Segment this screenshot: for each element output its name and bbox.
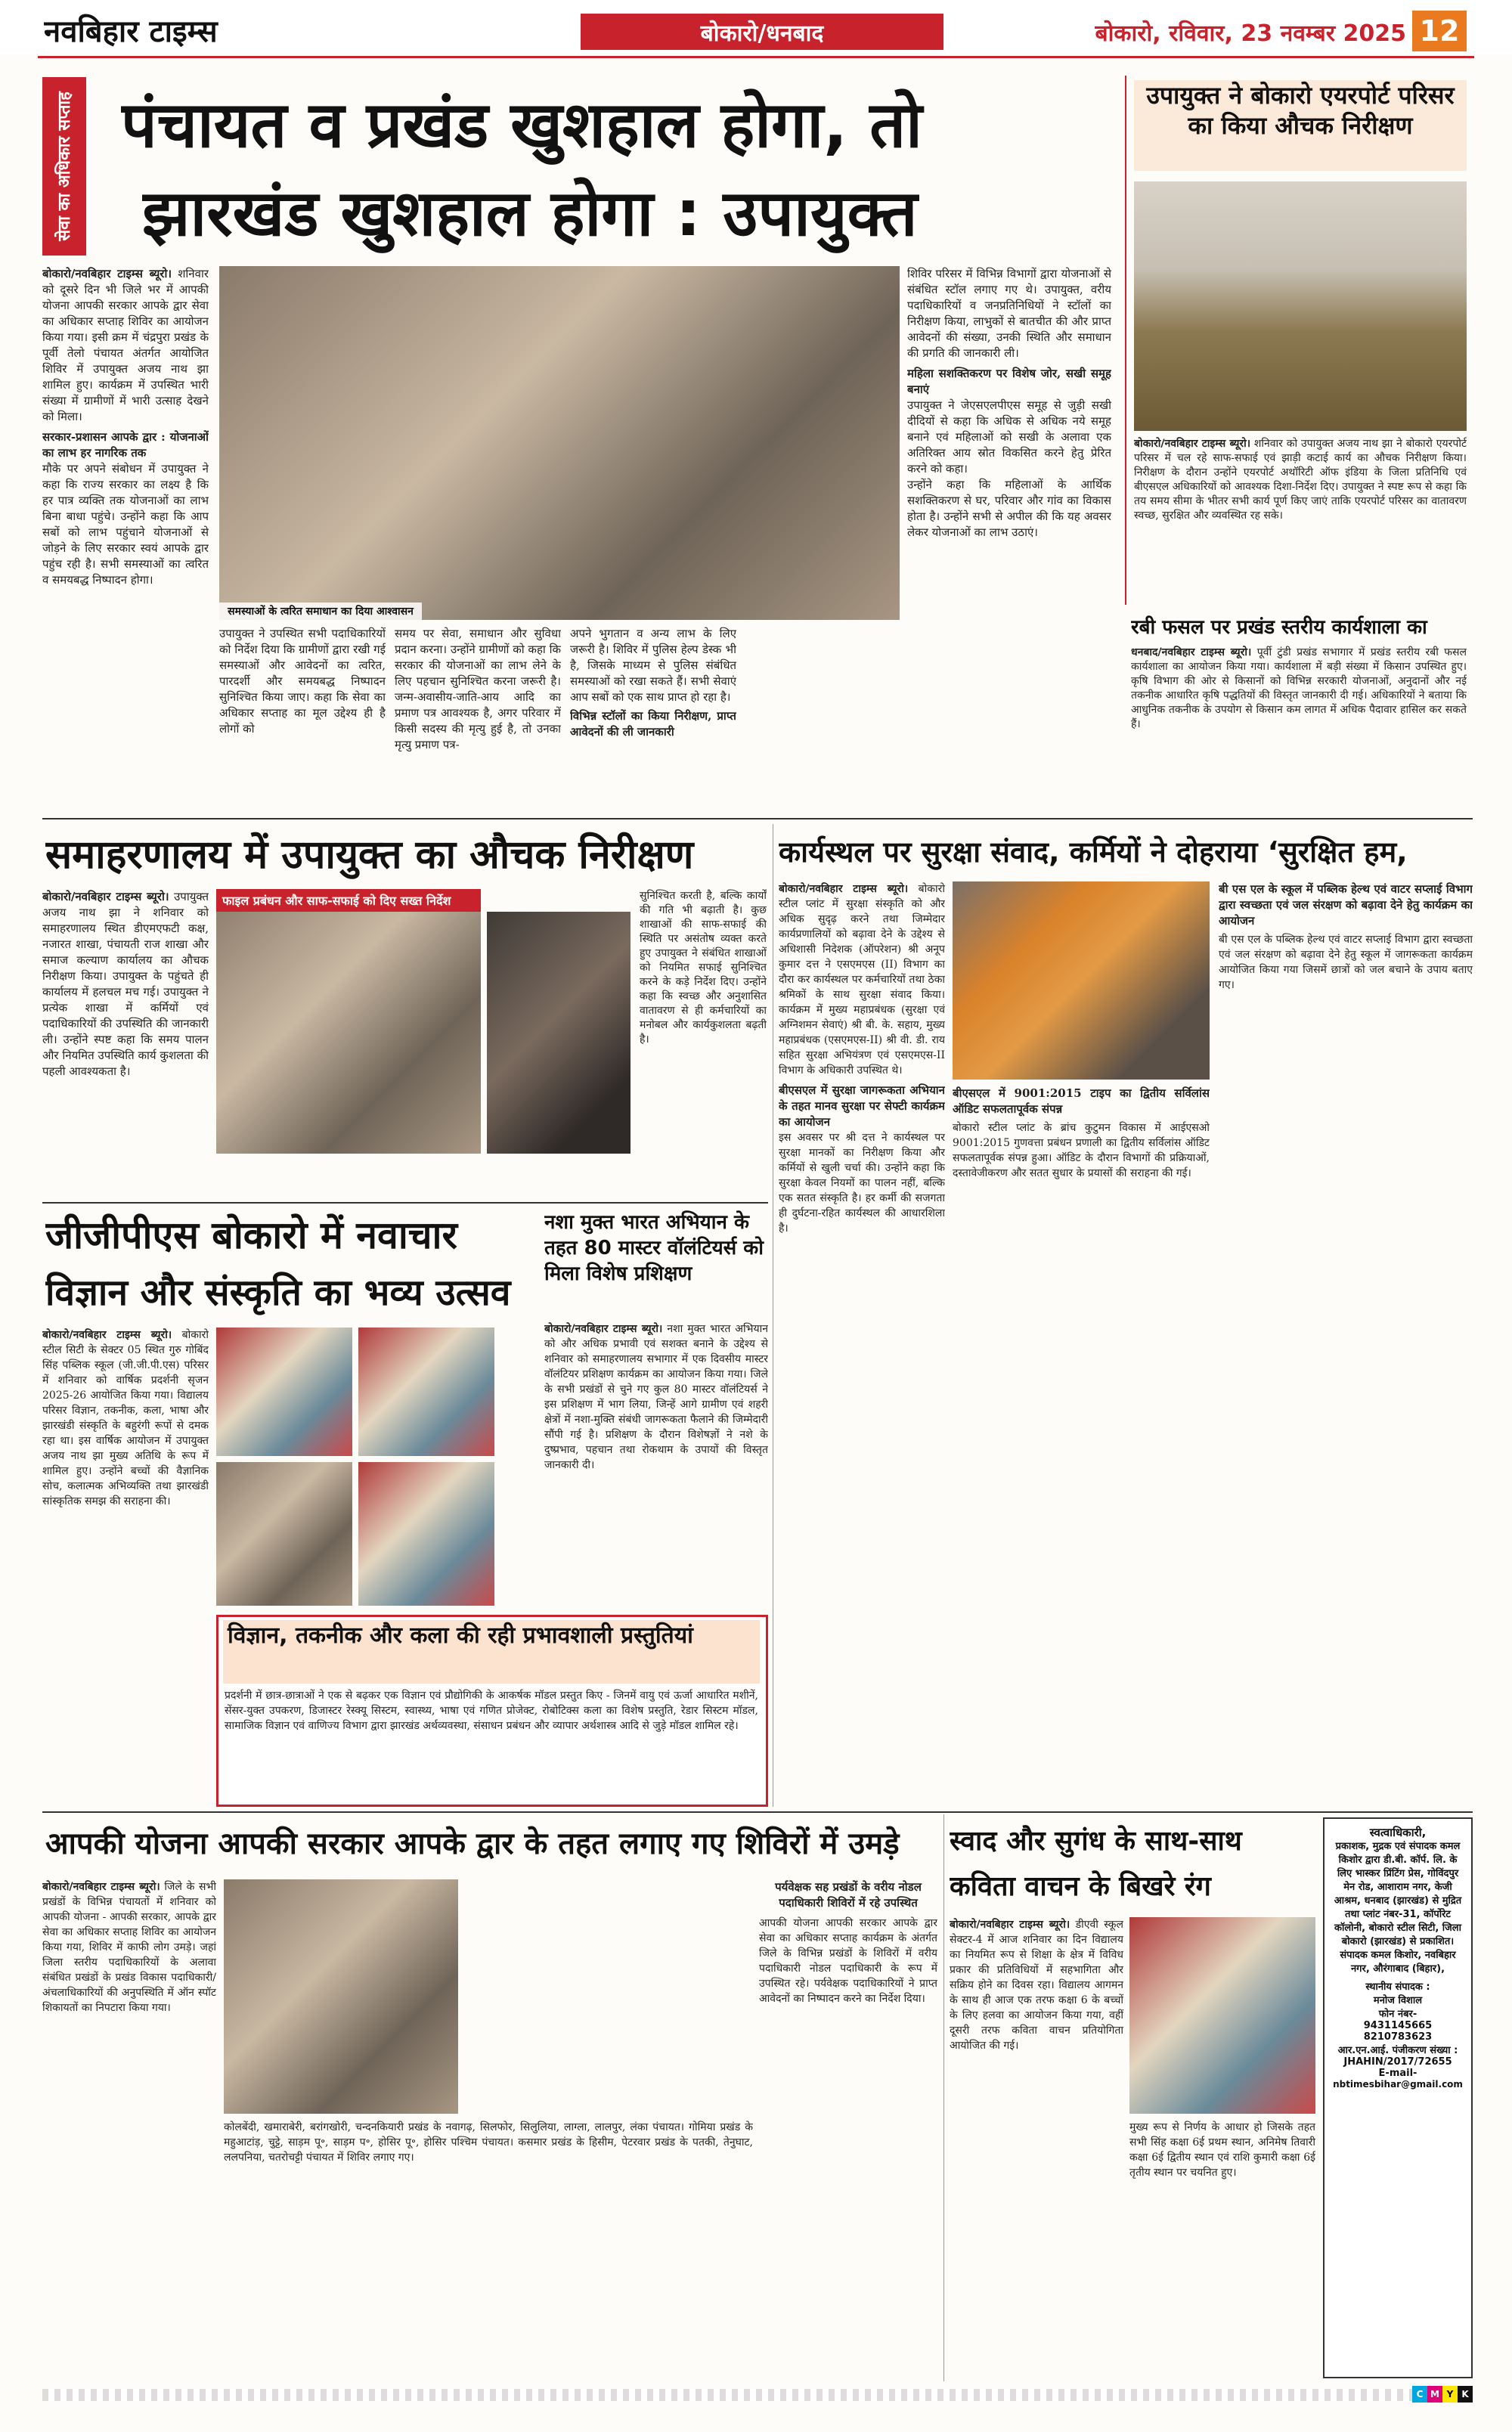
main-col1-text-b: मौके पर अपने संबोधन में उपायुक्त ने कहा कि राज्य सरकार का लक्ष्य है कि हर पात्र व्यक्ति तक योजनाओं का लाभ बिना बाधा पहुंचे। उन्होंने कहा कि आप सबों को लाभ पहुंचाने योजनाओं से जोड़ने के लिए सरकार स्वयं आपके द्वार पहुंच रही है। सभी समस्याओं का त्वरित व समयबद्ध निष्पादन होगा। xyxy=(42,462,209,587)
ggps-photo-4 xyxy=(358,1462,494,1606)
safety-byline: बोकारो/नवबिहार टाइम्स ब्यूरो। xyxy=(779,883,909,895)
rabi-text: पूर्वी टुंडी प्रखंड सभागार में प्रखंड स्तरीय रबी फसल कार्यशाला का आयोजन किया गया। कार्यशाला में बड़ी संख्या में किसान उपस्थित हुए। कृषि विभाग की ओर से किसानों को विभिन्न सरकारी योजनाओं, अनुदानों और नई तकनीक आधारित कृषि पद्धतियों की विस्तृत जानकारी दी गई। अधिकारियों ने बताया कि आधुनिक तकनीक के उपयोग से किसान कम लागत में अधिक पैदावार हासिल कर सकते हैं। xyxy=(1131,646,1467,730)
paper-name: नवबिहार टाइम्स xyxy=(44,14,218,47)
main-headline-line-2: झारखंड खुशहाल होगा : उपायुक्त xyxy=(142,176,918,250)
ggps-photo-3 xyxy=(216,1462,352,1606)
poetry-headline-2: कविता वाचन के बिखरे रंग xyxy=(950,1871,1211,1902)
main-subhead-2: महिला सशक्तिकरण पर विशेष जोर, सखी समूह बनाएं xyxy=(907,367,1111,396)
safety-col-3 xyxy=(1219,881,1473,1804)
footer-bar xyxy=(42,2389,1473,2401)
header-rule xyxy=(38,56,1474,58)
collectorate-photo-2 xyxy=(487,912,631,1154)
safety-subhead-2: बीएसएल में सुरक्षा जागरूकता अभियान के तहत मानव सुरक्षा पर सेफ्टी कार्यक्रम का आयोजन xyxy=(779,1083,945,1129)
airport-photo xyxy=(1134,181,1467,431)
main-col1-text: शनिवार को दूसरे दिन भी जिले भर में आपकी योजना आपकी सरकार आपके द्वार सेवा का अधिकार सप्ताह शिविर का आयोजन किया गया। इसी क्रम में चंद्रपुरा प्रखंड के पूर्वी तेलो पंचायत अंतर्गत आयोजित शिविर में उपायुक्त अजय नाथ झा शामिल हुए। कार्यक्रम में उपस्थित भारी संख्या में ग्रामीणों में भारी उत्साह देखने को मिला। xyxy=(42,267,209,423)
side-tag-text: सेवा का अधिकार सप्ताह xyxy=(55,91,74,241)
issue-date: बोकारो, रविवार, 23 नवम्बर 2025 xyxy=(1095,20,1406,47)
poetry-headline-1: स्वाद और सुगंध के साथ-साथ xyxy=(950,1826,1242,1857)
airport-byline: बोकारो/नवबिहार टाइम्स ब्यूरो। xyxy=(1134,438,1250,450)
cmyk-m: M xyxy=(1427,2386,1442,2403)
rule-3 xyxy=(42,1811,1473,1813)
safety-col-2 xyxy=(953,1086,1210,1804)
ggps-headline-2: विज्ञान और संस्कृति का भव्य उत्सव xyxy=(45,1272,511,1314)
ggps-byline: बोकारो/नवबिहार टाइम्स ब्यूरो। xyxy=(42,1329,172,1341)
rule-v2 xyxy=(943,1814,944,2381)
cmyk-k: K xyxy=(1458,2386,1473,2403)
imprint-local-editor: मनोज विशाल xyxy=(1373,1995,1423,2006)
airport-story xyxy=(1125,76,1473,605)
safety-text-d: बी एस एल के पब्लिक हेल्थ एवं वाटर सप्लाई विभाग द्वारा स्वच्छता एवं जल संरक्षण को बढ़ावा देने हेतु स्कूल में जागरूकता कार्यक्रम आयोजित किया गया जिसमें छात्रों को जल बचाने के उपाय बताए गए। xyxy=(1219,934,1473,991)
poetry-text: डीएवी स्कूल सेक्टर-4 में आज शनिवार का दिन विद्यालय का नियमित रूप से शिक्षा के क्षेत्र में विविध प्रकार की प्रतिविधियों में सहभागिता और सक्रिय होने का दिवस रहा। विद्यालय आगमन के साथ ही आज एक तरफ कक्षा 6 के बच्चों के लिए हलवा का आयोजन किया गया, वहीं दूसरी तरफ कविता वाचन प्रतियोगिता आयोजित की गई। xyxy=(950,1919,1123,2052)
imprint-label: स्वत्वाधिकारी, xyxy=(1369,1826,1427,1839)
collectorate-photo-caption: फाइल प्रबंधन और साफ-सफाई को दिए सख्त निर्देश xyxy=(216,889,481,912)
cmyk-strip xyxy=(1412,2386,1473,2403)
ggps-box-headline: विज्ञान, तकनीक और कला की रही प्रभावशाली प्रस्तुतियां xyxy=(223,1620,760,1684)
main-headline-line-1: पंचायत व प्रखंड खुशहाल होगा, तो xyxy=(121,88,922,162)
ggps-box xyxy=(216,1615,768,1807)
collectorate-col-1 xyxy=(42,889,209,1196)
rabi-byline: धनबाद/नवबिहार टाइम्स ब्यूरो। xyxy=(1131,646,1252,658)
camp-col-2: कोलबेंदी, खमाराबेरी, बरांगखोरी, चन्दनकियारी प्रखंड के नवागढ़, सिलफोर, सिलुलिया, लाग्ला, लालपुर, लंका पंचायत। गोमिया प्रखंड के महुआटांड़, चुट्टे, साड़म पू॰, साड़म प॰, होसिर पू॰, होसिर पश्चिम पंचायत। कसमार प्रखंड के हिसीम, पेटरवार प्रखंड के पतकी, तेनुघाट, ललपनिया, चतरोचट्टी पंचायत में शिविर लगाए गए। xyxy=(224,2121,753,2164)
main-col6-text: उन्होंने कहा कि महिलाओं के आर्थिक सशक्तिकरण से घर, परिवार और गांव का विकास होता है। उन्होंने सभी से अपील की कि यह अवसर लेकर योजनाओं का लाभ उठाएं। xyxy=(907,478,1111,539)
poetry-photo-1 xyxy=(1129,1917,1315,2114)
safety-headline: कार्यस्थल पर सुरक्षा संवाद, कर्मियों ने दोहराया ‘सुरक्षित हम, xyxy=(779,835,1408,869)
imprint-phone-label: फोन नंबर- xyxy=(1378,2009,1418,2020)
page-header xyxy=(0,0,1512,54)
camp-photo-1 xyxy=(224,1879,458,2114)
camp-text-c: आपकी योजना आपकी सरकार आपके द्वार सेवा का अधिकार सप्ताह कार्यक्रम के अंतर्गत जिले के विभिन्न प्रखंडों के शिविरों में वरीय पदाधिकारी नोडल पदाधिकारी के रूप में उपस्थित रहे। पर्यवेक्षक पदाधिकारियों ने प्राप्त आवेदनों का निष्पादन करने का निर्देश दिया। xyxy=(759,1917,937,2005)
collectorate-byline: बोकारो/नवबिहार टाइम्स ब्यूरो। xyxy=(42,890,169,903)
ggps-photo-1 xyxy=(216,1328,352,1456)
safety-text-c: बोकारो स्टील प्लांट के ब्रांच कुटुमन विकास में आईएसओ 9001:2015 गुणवत्ता प्रबंधन प्रणाली का द्वितीय सर्विलांस ऑडिट सफलतापूर्वक संपन्न हुआ। ऑडिट के दौरान विभागों की प्रक्रियाओं, दस्तावेजीकरण और सतत सुधार के प्रयासों की सराहना की गई। xyxy=(953,1122,1210,1179)
ggps-text: बोकारो स्टील सिटी के सेक्टर 05 स्थित गुरु गोबिंद सिंह पब्लिक स्कूल (जी.जी.पी.एस) परिसर में शनिवार को वार्षिक प्रदर्शनी सृजन 2025-26 आयोजित किया गया। विद्यालय परिसर विज्ञान, तकनीक, कला, भाषा और झारखंडी संस्कृति के बहुरंगी रूपों से दमक रहा था। इस वार्षिक आयोजन में उपायुक्त अजय नाथ झा मुख्य अतिथि के रूप में शामिल हुए। उन्होंने बच्चों की वैज्ञानिक सोच, कलात्मक अभिव्यक्ति तथा झारखंडी सांस्कृतिक समझ की सराहना की। xyxy=(42,1329,209,1507)
imprint-email: nbtimesbihar@gmail.com xyxy=(1333,2079,1463,2090)
drug-body xyxy=(544,1321,768,1612)
camp-text: जिले के सभी प्रखंडों के विभिन्न पंचायतों में शनिवार को आपकी योजना - आपकी सरकार, आपके द्वार सेवा का अधिकार सप्ताह शिविर का आयोजन किया गया, शिविर में काफी लोग उमड़े। जहां जिला स्तरीय पदाधिकारियों के अलावा संबंधित प्रखंडों के प्रखंड विकास पदाधिकारी/अंचलाधिकारियों की अनुपस्थिति में ऑन स्पॉट शिकायतों का निपटारा किया गया। xyxy=(42,1881,216,2014)
safety-text: बोकारो स्टील प्लांट में सुरक्षा संस्कृति को और अधिक सुदृढ़ करने तथा जिम्मेदार कार्यप्रणालियों को बढ़ावा देने के उद्देश्य से अधिशासी निदेशक (ऑपरेशन) श्री अनूप कुमार दत्त ने एसएमएस (II) विभाग का दौरा कर कार्यस्थल पर कर्मचारियों तथा ठेका श्रमिकों के साथ सुरक्षा संवाद किया। कार्यक्रम में मुख्य महाप्रबंधक (सुरक्षा एवं अग्निशमन सेवाएं) श्री बी. के. सहाय, मुख्य महाप्रबंधक (एसएमएस-II) श्री वी. डी. राय सहित सुरक्षा अभियंत्रण एवं एसएमएस-II विभाग के अधिकारी उपस्थित थे। xyxy=(779,883,945,1077)
collectorate-photo-1 xyxy=(216,889,481,1154)
drug-byline: बोकारो/नवबिहार टाइम्स ब्यूरो। xyxy=(544,1323,663,1335)
ggps-photo-2 xyxy=(358,1328,494,1456)
rabi-body xyxy=(1131,646,1467,812)
airport-text: शनिवार को उपायुक्त अजय नाथ झा ने बोकारो एयरपोर्ट परिसर में चल रहे साफ-सफाई एवं झाड़ी कटाई कार्य का औचक निरीक्षण किया। निरीक्षण के दौरान उन्होंने एयरपोर्ट अथॉरिटी ऑफ इंडिया के जिला प्रतिनिधि एवं बीएसएल अधिकारियों को आवश्यक दिशा-निर्देश दिए। उपायुक्त ने स्पष्ट रूप से कहा कि तय समय सीमा के भीतर सभी कार्य पूर्ण किए जाएं ताकि एयरपोर्ट परिसर का वातावरण स्वच्छ, सुरक्षित और व्यवस्थित रह सके। xyxy=(1134,438,1467,522)
imprint-phone-2: 8210783623 xyxy=(1363,2031,1433,2043)
side-tag xyxy=(42,77,86,256)
rule-2 xyxy=(42,1202,768,1204)
imprint-rni: JHAHIN/2017/72655 xyxy=(1343,2056,1452,2068)
poetry-col-2: मुख्य रूप से निर्णय के आधार हो जिसके तहत सभी सिंह कक्षा 6ई प्रथम स्थान, अनिमेष तिवारी कक्षा 6ई द्वितीय स्थान एवं राशि कुमारी कक्षा 6ई तृतीय स्थान पर चयनित हुए। xyxy=(1129,2121,1315,2179)
safety-photo-1 xyxy=(953,881,1210,1080)
ggps-col-1 xyxy=(42,1328,209,1811)
poetry-col-1 xyxy=(950,1917,1123,2378)
main-byline: बोकारो/नवबिहार टाइम्स ब्यूरो। xyxy=(42,267,172,280)
main-col5-text: शिविर परिसर में विभिन्न विभागों द्वारा योजनाओं से संबंधित स्टॉल लगाए गए थे। उपायुक्त, वरीय पदाधिकारियों व जनप्रतिनिधियों ने स्टॉलों का निरीक्षण किया, लाभुकों से बातचीत की और प्राप्त आवेदनों की संख्या, उनकी स्थिति और समाधान की प्रगति की जानकारी ली। xyxy=(907,267,1111,360)
rabi-headline: रबी फसल पर प्रखंड स्तरीय कार्यशाला का xyxy=(1131,616,1427,639)
imprint-rni-label: आर.एन.आई. पंजीकरण संख्या : xyxy=(1337,2045,1458,2056)
drug-headline: नशा मुक्त भारत अभियान के तहत 80 मास्टर वॉलंटियर्स को मिला विशेष प्रशिक्षण xyxy=(544,1211,764,1285)
safety-text-b: इस अवसर पर श्री दत्त ने कार्यस्थल पर सुरक्षा मानकों का निरीक्षण किया और कर्मियों से खुली चर्चा की। उन्होंने कहा कि सुरक्षा केवल नियमों का पालन नहीं, बल्कि एक सतत संस्कृति है। हर कर्मी की सजगता ही दुर्घटना-रहित कार्यस्थल की आधारशिला है। xyxy=(779,1132,945,1235)
rabi-story xyxy=(1125,612,1473,813)
safety-col-1 xyxy=(779,881,945,1804)
page-number: 12 xyxy=(1419,14,1460,48)
main-story-col-2: उपायुक्त ने उपस्थित सभी पदाधिकारियों को निर्देश दिया कि ग्रामीणों द्वारा रखी गई समस्याओं और आवेदनों का त्वरित, पारदर्शी और समयबद्ध निष्पादन सुनिश्चित किया जाए। कहा कि सेवा का अधिकार सप्ताह का मूल उद्देश्य ही है लोगों को xyxy=(219,627,386,736)
collectorate-col-2: सुनिश्चित करती है, बल्कि कार्यों की गति भी बढ़ाती है। कुछ शाखाओं की साफ-सफाई की स्थिति पर असंतोष व्यक्त करते हुए उपायुक्त ने संबंधित शाखाओं को नियमित सफाई सुनिश्चित करने के कड़े निर्देश दिए। उन्होंने कहा कि स्वच्छ और अनुशासित वातावरण से ही कर्मचारियों का मनोबल और कार्यकुशलता बढ़ती है। xyxy=(640,890,767,1046)
ggps-headline-1: जीजीपीएस बोकारो में नवाचार xyxy=(45,1213,457,1257)
camp-col-3 xyxy=(759,1879,937,2378)
airport-headline: उपायुक्त ने बोकारो एयरपोर्ट परिसर का किया औचक निरीक्षण xyxy=(1134,80,1467,171)
section-label: बोकारो/धनबाद xyxy=(700,20,824,47)
main-story-col-5 xyxy=(907,266,1111,813)
airport-body xyxy=(1134,437,1467,602)
camp-headline: आपकी योजना आपकी सरकार आपके द्वार के तहत लगाए गए शिविरों में उमड़े xyxy=(45,1826,900,1861)
camp-photo-caption: पर्यवेक्षक सह प्रखंडों के वरीय नोडल पदाधिकारी शिविरों में रहे उपस्थित xyxy=(775,1880,922,1910)
imprint-box xyxy=(1323,1817,1473,2378)
main-story-photo xyxy=(219,266,900,620)
main-col5-text-b: उपायुक्त ने जेएसएलपीएस समूह से जुड़ी सखी दीदियों से कहा कि अधिक से अधिक नये समूह बनाने एवं महिलाओं को सखी के अलावा एक अतिरिक्त आय स्रोत विकसित करने हेतु प्रेरित करने को कहा। xyxy=(907,398,1111,476)
cmyk-c: C xyxy=(1412,2386,1427,2403)
collectorate-headline: समाहरणालय में उपायुक्त का औचक निरीक्षण xyxy=(45,832,694,878)
imprint-phone-1: 9431145665 xyxy=(1363,2020,1433,2031)
main-story-col-4 xyxy=(570,626,736,813)
safety-subhead-3: बी एस एल के स्कूल में पब्लिक हेल्थ एवं वाटर सप्लाई विभाग द्वारा स्वच्छता एवं जल संरक्षण को बढ़ावा देने हेतु कार्यक्रम का आयोजन xyxy=(1219,882,1473,928)
main-subhead-1: सरकार-प्रशासन आपके द्वार : योजनाओं का लाभ हर नागरिक तक xyxy=(42,430,209,460)
main-subhead-3: विभिन्न स्टॉलों का किया निरीक्षण, प्राप्त आवेदनों की ली जानकारी xyxy=(570,709,736,739)
imprint-body: प्रकाशक, मुद्रक एवं संपादक कमल किशोर द्वारा डी.बी. कॉर्प. लि. के लिए भास्कर प्रिंटिंग प्रेस, गोविंदपुर मेन रोड, आशाराम नगर, केजी आश्रम, धनबाद (झारखंड) से मुद्रित तथा प्लांट नंबर-31, कॉर्पोरेट कॉलोनी, बोकारो स्टील सिटी, जिला बोकारो (झारखंड) से प्रकाशित। संपादक कमल किशोर, नवबिहार नगर, औरंगाबाद (बिहार), xyxy=(1334,1841,1462,1975)
ggps-box-body: प्रदर्शनी में छात्र-छात्राओं ने एक से बढ़कर एक विज्ञान एवं प्रौद्योगिकी के आकर्षक मॉडल प्रस्तुत किए - जिनमें वायु एवं ऊर्जा आधारित मशीनें, सेंसर-युक्त उपकरण, डिजास्टर रेस्क्यू सिस्टम, स्वास्थ्य, भाषा एवं गणित प्रोजेक्ट, रोबोटिक्स कला का विशेष प्रस्तुति, रेडार सिस्टम मॉडल, सामाजिक विज्ञान एवं वाणिज्य विभाग द्वारा झारखंड अर्थव्यवस्था, संसाधन प्रबंधन और व्यापार अर्थशास्त्र आदि से जुड़े मॉडल शामिल रहे। xyxy=(225,1690,758,1732)
main-col4-text: अपने भुगतान व अन्य लाभ के लिए जरूरी है। शिविर में पुलिस हेल्प डेस्क भी है, जिसके माध्यम से पुलिस संबंधित समस्याओं को रखा सकते हैं। सभी सेवाएं आप सबों को एक साथ प्राप्त हो रहा है। xyxy=(570,627,736,704)
drug-text: नशा मुक्त भारत अभियान को और अधिक प्रभावी एवं सशक्त बनाने के उद्देश्य से शनिवार को समाहरणालय सभागार में एक दिवसीय मास्टर वॉलंटियर प्रशिक्षण कार्यक्रम का आयोजन किया गया। जिले के सभी प्रखंडों से चुने गए कुल 80 मास्टर वॉलंटियर्स ने इस प्रशिक्षण में भाग लिया, जिन्हें आगे ग्रामीण एवं शहरी क्षेत्रों में नशा-मुक्ति संबंधी जागरूकता फैलाने की जिम्मेदारी सौंपी गई है। प्रशिक्षण के दौरान विशेषज्ञों ने नशे के दुष्प्रभाव, पहचान तथा रोकथाम के उपायों की विस्तृत जानकारी दी। xyxy=(544,1323,768,1471)
rule-1 xyxy=(42,818,1473,819)
imprint-email-label: E-mail- xyxy=(1378,2068,1418,2079)
main-story-col-1 xyxy=(42,266,209,810)
safety-subhead-1: बीएसएल में 9001:2015 टाइप का द्वितीय सर्विलांस ऑडिट सफलतापूर्वक संपन्न xyxy=(953,1086,1210,1116)
imprint-local-editor-label: स्थानीय संपादक : xyxy=(1365,1981,1430,1993)
main-story-col-3: समय पर सेवा, समाधान और सुविधा प्रदान करना। उन्होंने ग्रामीणों को कहा कि सरकार की योजनाओं का लाभ लेने के लिए पहचान सुनिश्चित करना जरूरी है। जन्म-अवासीय-जाति-आय आदि का प्रमाण पत्र आवश्यक है, अगर परिवार में किसी सदस्य की मृत्यु हुई है, तो उनका मृत्यु प्रमाण पत्र- xyxy=(395,627,561,751)
collectorate-text: उपायुक्त अजय नाथ झा ने शनिवार को समाहरणालय स्थित डीएमएफटी कक्ष, नजारत शाखा, पंचायती राज शाखा और समाज कल्याण कार्यालय का औचक निरीक्षण किया। उपायुक्त के पहुंचते ही कार्यालय में हलचल मच गई। उपायुक्त ने प्रत्येक शाखा में कर्मियों एवं पदाधिकारियों की उपस्थिति की जानकारी ली। उन्होंने स्पष्ट कहा कि समय पालन और नियमित उपस्थिति कार्य कुशलता की पहली आवश्यकता है। xyxy=(42,890,209,1078)
camp-col-1 xyxy=(42,1879,216,2378)
camp-byline: बोकारो/नवबिहार टाइम्स ब्यूरो। xyxy=(42,1881,160,1893)
cmyk-y: Y xyxy=(1442,2386,1458,2403)
main-photo-caption: समस्याओं के त्वरित समाधान का दिया आश्वासन xyxy=(219,603,422,620)
poetry-byline: बोकारो/नवबिहार टाइम्स ब्यूरो। xyxy=(950,1919,1070,1931)
